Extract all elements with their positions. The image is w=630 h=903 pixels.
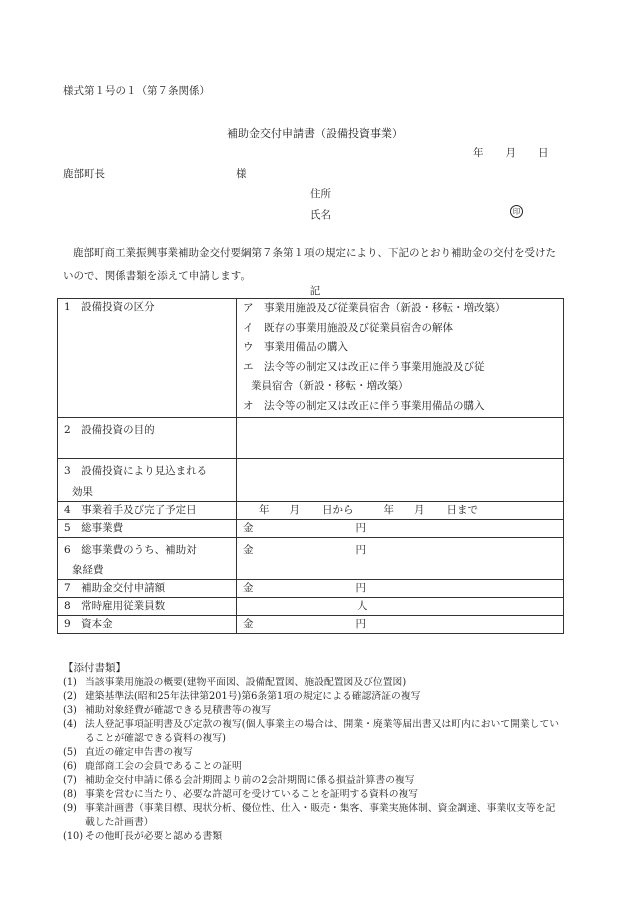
row-schedule xyxy=(58,502,564,520)
row-category xyxy=(58,299,564,418)
application-table xyxy=(57,298,564,634)
attachment-item: (1) 当該事業用施設の概要(建物平面図、設備配置図、施設配置図及び位置図) xyxy=(63,677,407,688)
effect-label-line2: 効果 xyxy=(72,486,93,498)
apply-value[interactable] xyxy=(237,580,564,598)
capital-kin: 金 xyxy=(243,618,254,630)
total-yen: 円 xyxy=(355,522,366,534)
attachment-item: (6) 鹿部商工会の会員であることの証明 xyxy=(63,761,242,772)
subsidy-target-label-line1: 6 総事業費のうち、補助対 xyxy=(64,544,197,556)
subsidy-target-label xyxy=(58,538,237,580)
date-day: 日 xyxy=(538,147,549,159)
date-year: 年 xyxy=(473,147,484,159)
subsidy-target-kin: 金 xyxy=(243,544,254,556)
option-e: エ 法令等の制定又は改正に伴う事業用施設及び従 xyxy=(243,360,485,373)
ki-heading: 記 xyxy=(309,285,321,297)
date-month: 月 xyxy=(505,147,516,159)
honorific: 様 xyxy=(236,168,247,180)
effect-value[interactable] xyxy=(237,459,564,502)
attachments-list xyxy=(63,676,563,844)
attachment-item: (3) 補助対象経費が確認できる見積書等の複写 xyxy=(63,705,272,716)
schedule-end-month: 月 xyxy=(414,504,425,516)
subsidy-target-label-line2: 象経費 xyxy=(72,564,104,576)
attachment-item: (8) 事業を営むに当たり、必要な許認可を受けていることを証明する資料の複写 xyxy=(63,789,419,800)
name-label: 氏名 xyxy=(310,209,331,221)
total-kin: 金 xyxy=(243,522,254,534)
purpose-value[interactable] xyxy=(237,418,564,459)
total-label: 5 総事業費 xyxy=(58,520,237,538)
category-label: 1 設備投資の区分 xyxy=(58,299,237,418)
effect-label xyxy=(58,459,237,502)
form-number: 様式第１号の１（第７条関係） xyxy=(63,85,210,97)
schedule-label: 4 事業着手及び完了予定日 xyxy=(58,502,237,520)
apply-kin: 金 xyxy=(243,582,254,594)
row-purpose xyxy=(58,418,564,459)
document-title: 補助金交付申請書（設備投資事業） xyxy=(227,127,403,140)
subsidy-target-value[interactable] xyxy=(237,538,564,580)
seal-mark: 印 xyxy=(510,205,523,218)
capital-label: 9 資本金 xyxy=(58,616,237,634)
schedule-end-day: 日まで xyxy=(446,504,478,516)
application-statement: 鹿部町商工業振興事業補助金交付要綱第７条第１項の規定により、下記のとおり補助金の交付を受けたいので、関係書類を添えて申請します。 xyxy=(63,247,556,282)
employees-value[interactable] xyxy=(237,598,564,616)
schedule-end-year: 年 xyxy=(383,504,394,516)
employees-label: 8 常時雇用従業員数 xyxy=(58,598,237,616)
employees-nin: 人 xyxy=(357,600,368,612)
date-line xyxy=(473,145,571,160)
attachment-item: (2) 建築基準法(昭和25年法律第201号)第6条第1項の規定による確認済証の複写 xyxy=(63,691,421,702)
option-a: ア 事業用施設及び従業員宿舎（新設・移転・増改築） xyxy=(243,302,506,314)
capital-value[interactable] xyxy=(237,616,564,634)
attachment-item: (9) 事業計画書（事業目標、現状分析、優位性、仕入・販売・集客、事業実施体制、資金調達、事業収支等を記載した計画書） xyxy=(63,803,556,828)
attachment-item: (7) 補助金交付申請に係る会計期間より前の2会計期間に係る損益計算書の複写 xyxy=(63,775,415,786)
schedule-value[interactable] xyxy=(237,502,564,520)
attachment-item: (10) その他町長が必要と認める書類 xyxy=(63,831,223,842)
effect-label-line1: 3 設備投資により見込まれる xyxy=(64,465,208,477)
address-label: 住所 xyxy=(310,188,331,200)
row-apply xyxy=(58,580,564,598)
option-i: イ 既存の事業用施設及び従業員宿舎の解体 xyxy=(243,321,453,334)
subsidy-target-yen: 円 xyxy=(355,544,366,556)
row-effect xyxy=(58,459,564,502)
apply-yen: 円 xyxy=(355,582,366,594)
attachment-item: (4) 法人登記事項証明書及び定款の複写(個人事業主の場合は、開業・廃業等届出書又は町内において開業していることが確認できる資料の複写) xyxy=(63,719,560,744)
option-u: ウ 事業用備品の購入 xyxy=(243,341,348,353)
addressee: 鹿部町長 xyxy=(63,168,105,180)
schedule-start-month: 月 xyxy=(289,504,300,516)
option-e-cont: 業員宿舎（新設・移転・増改築） xyxy=(251,380,409,392)
row-capital xyxy=(58,616,564,634)
row-employees xyxy=(58,598,564,616)
row-total xyxy=(58,520,564,538)
category-options xyxy=(237,299,564,418)
purpose-label: 2 設備投資の目的 xyxy=(58,418,237,459)
total-value[interactable] xyxy=(237,520,564,538)
row-subsidy-target xyxy=(58,538,564,580)
apply-label: 7 補助金交付申請額 xyxy=(58,580,237,598)
schedule-start-day: 日から xyxy=(322,504,354,516)
attachment-item: (5) 直近の確定申告書の複写 xyxy=(63,747,193,758)
attachments-heading: 【添付書類】 xyxy=(63,662,126,674)
schedule-start-year: 年 xyxy=(259,504,270,516)
option-o: オ 法令等の制定又は改正に伴う事業用備品の購入 xyxy=(243,399,485,412)
capital-yen: 円 xyxy=(355,618,366,630)
